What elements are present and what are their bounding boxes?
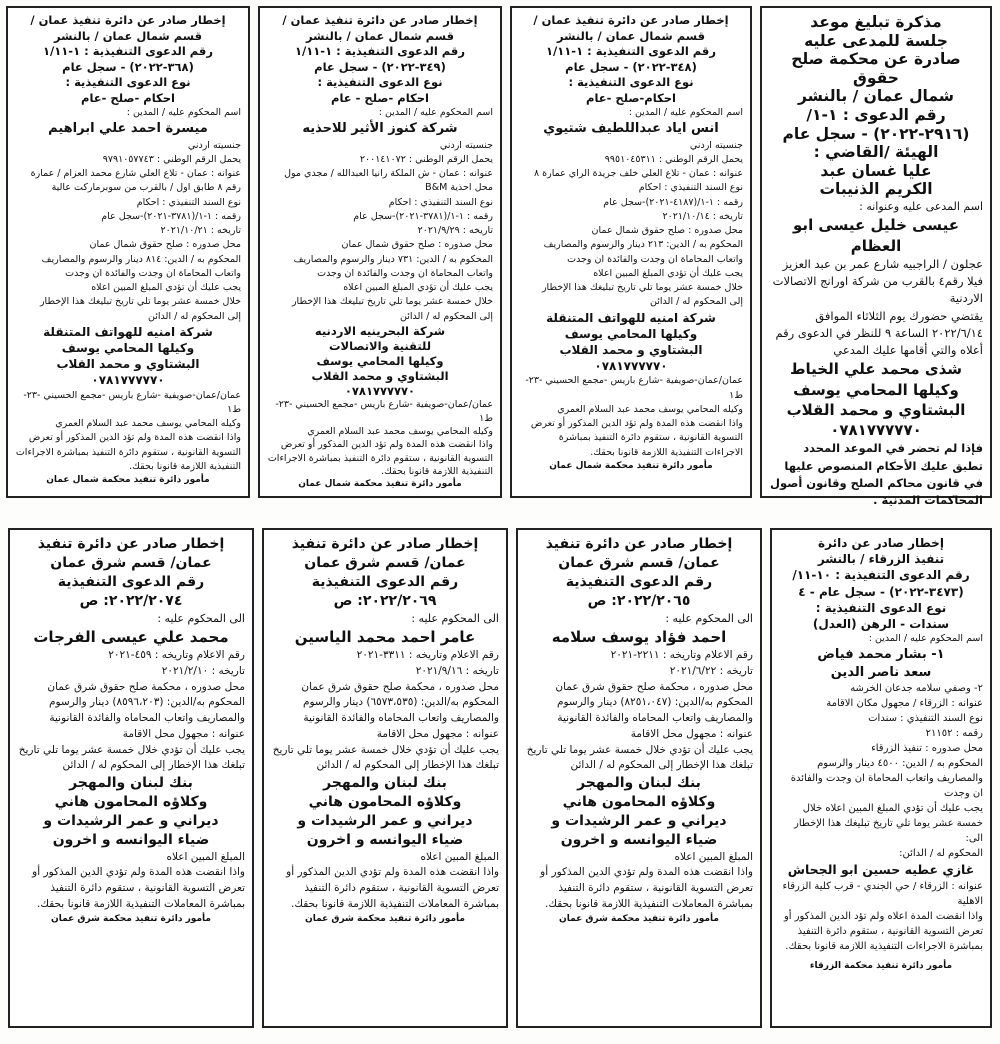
title-line: عمان/ قسم شرق عمان (304, 554, 466, 571)
detail-line: المحكوم به / الدين: ٨١٤ دينار والرسوم والمصاريف واتعاب المحاماة ان وجدت والفائدة ان وجدت (41, 253, 241, 279)
detail-line: إلى المحكوم له / الدائن (400, 310, 493, 322)
creditor-name: شركة امنيه للهواتف المتنقلة (43, 324, 213, 339)
case-number: رقم الدعوى التنفيذية : ١٠-١١/ (792, 568, 970, 583)
detail-line: إلى المحكوم له / الدائن (650, 296, 743, 308)
notice-closing: فإذا لم تحضر في الموعد المحدد تطبق عليك الأحكام المنصوص عليها في قانون محاكم الصلح وقانون أصول المحاكمات المدنية . (770, 441, 983, 508)
defendant-label: اسم المدعى عليه وعنوانه : (859, 199, 983, 213)
warning-text: واذا انقضت هذه المدة ولم تؤدي الدين المذكور أو تعرض التسوية القانونية ، ستقوم دائرة التنفيذ بمباشرة المعاملات التنفيذية اللازمة قانونا بحقك. (286, 866, 499, 910)
detail-line: ٢- وصفي سلامه جدعان الخرشه (850, 683, 983, 695)
detail-line: عنوانه : عمان - تلاع العلي شارع محمد العزام / عمارة رقم ٨ طابق اول / بالقرب من سوبرماركت عالية (30, 168, 241, 194)
detail-line: محل صدوره : تنفيذ الزرقاء (871, 743, 983, 755)
case-type-label: نوع الدعوى التنفيذية : (815, 600, 947, 615)
detail-line: المحكوم به/الدين: (٨٥٩٦،٢٠٣) دينار والرسوم والمصاريف واتعاب المحاماه والفائدة القانونية (48, 696, 245, 725)
creditor-lawyers: وكلاؤه المحامون هاني (308, 793, 462, 810)
creditor-agent: وكيله المحامي يوسف محمد عبد السلام العمري (307, 426, 493, 438)
hearing-details: يقتضي حضورك يوم الثلاثاء الموافق ٢٠٢٢/٦/١٤ الساعة ٩ للنظر في الدعوى رقم أعلاه والتي أقامها عليك المدعي (775, 308, 983, 358)
notice-extra (15, 389, 241, 475)
creditor-lawyers: ضياء اليوانسه و اخرون (306, 831, 464, 848)
title-line: إخطار صادر عن دائرة تنفيذ (37, 536, 225, 552)
detail-line: محل صدوره ، محكمة صلح حقوق شرق عمان (47, 680, 245, 693)
title-line: قسم شمال عمان / بالنشر (306, 28, 454, 43)
detail-line: يجب عليك أن تؤدي خلال خمسة عشر يوما تلي تاريخ تبلغك هذا الإخطار إلى المحكوم له / الدائن (272, 743, 499, 772)
phone-number: ٠٧٨١٧٧٧٧٧٠ (830, 421, 922, 440)
detail-line: تاريخه : ٢٠٢١/٢/١٠ (161, 664, 245, 677)
title-line: إخطار صادر عن دائرة تنفيذ (545, 536, 733, 552)
detail-line: يحمل الرقم الوطني : ٢٠٠١٤١٠٧٢ (359, 153, 493, 165)
case-number: رقم الدعوى التنفيذية : ١-١/١١ (295, 44, 465, 59)
creditor-lawyer: البشتاوي و محمد القلاب (559, 342, 703, 357)
creditor-name: بنك لبنان والمهجر (69, 775, 193, 792)
title-line: تنفيذ الزرقاء / بالنشر (817, 552, 945, 567)
notice-details (779, 681, 983, 861)
detail-line: تاريخه : ٢٠٢١/٩/١٦ (415, 664, 499, 677)
detail-line: محل صدوره ، محكمة صلح حقوق شرق عمان (555, 680, 753, 693)
title-line: قسم شمال عمان / بالنشر (54, 28, 202, 43)
warning-text: واذا انقضت هذه المدة ولم تؤد الدين المذكور أو تعرض التسوية القانونية ، ستقوم دائرة التنفيذ بمباشرة الاجراءات التنفيذية اللازمة قانونا بحقك. (267, 439, 493, 477)
debtor-label: الى المحكوم عليه : (411, 611, 499, 625)
detail-line: المحكوم به/الدين: (٨٢٥١،٠٤٧) دينار والرسوم والمصاريف واتعاب المحاماه والفائدة القانونية (556, 696, 753, 725)
notice-extra (267, 398, 493, 478)
notice-details (15, 139, 241, 324)
creditor-lawyer: وكيلها المحامي يوسف (61, 340, 195, 355)
title-line: صادرة عن محكمة صلح حقوق (791, 50, 961, 87)
creditor-name: شركة البحرينيه الاردنيه (314, 323, 446, 338)
creditor-lawyers: ضياء اليوانسه و اخرون (560, 831, 718, 848)
detail-line: عنوانه : مجهول محل الاقامة (376, 727, 499, 740)
notice-extra (17, 850, 245, 913)
detail-line: عنوانه : عمان - ش الملكة رانيا العبدالله / مجدي مول محل احذية B&M (284, 168, 493, 194)
detail-line: محل صدوره : صلح حقوق شمال عمان (591, 225, 743, 237)
creditor-lawyer: البشتاوي و محمد القلاب (311, 368, 449, 383)
phone-number: ٠٧٨١٧٧٧٧٧٠ (91, 373, 165, 388)
notice-north-amman-368 (6, 6, 250, 498)
notice-signature: مأمور دائرة تنفيذ محكمة شرق عمان (305, 913, 465, 924)
detail-line: يجب عليك أن تؤدي المبلغ المبين اعلاه خلال خمسة عشر يوما تلي تاريخ تبليغك هذا الإخطار الى: (793, 803, 983, 845)
detail-line: المحكوم به / الدين: ٤٥٠٠ دينار والرسوم والمصاريف واتعاب المحاماة ان وجدت والفائدة ان وجدت (790, 758, 983, 800)
debtor-name: سعد ناصر الدين (830, 664, 932, 680)
case-type-label: نوع الدعوى التنفيذية : (568, 75, 694, 90)
detail-line: رقم الاعلام وتاريخه : ٢٢١١-٢٠٢١ (610, 649, 753, 662)
title-line: مذكرة تبليغ موعد (810, 13, 942, 31)
detail-line: خلال خمسة عشر يوما تلي تاريخ تبليغك هذا الإخطار (541, 282, 743, 294)
case-number-label: رقم الدعوى التنفيذية (565, 573, 713, 590)
notice-east-amman-2069 (262, 528, 508, 1028)
amount-note: المبلغ المبين اعلاه (674, 850, 753, 863)
notice-summons-north-amman (760, 6, 992, 508)
case-number: (٣٤٨-٢٠٢٢) - سجل عام (565, 59, 697, 74)
title-line: جلسة للمدعى عليه (804, 31, 948, 50)
creditor-lawyers: ديراني و عمر الرشيدات و (551, 812, 727, 829)
detail-line: يجب عليك أن تؤدي المبلغ المبين اعلاه (91, 282, 241, 294)
case-number: رقم الدعوى التنفيذية : ١-١/١١ (43, 44, 213, 59)
judge-label: الهيئة /القاضي : (813, 143, 939, 162)
creditor-lawyers: وكلاؤه المحامون هاني (54, 793, 208, 810)
amount-note: المبلغ المبين اعلاه (166, 850, 245, 863)
notice-signature: مأمور دائرة تنفيذ محكمة شمال عمان (549, 460, 713, 471)
notice-details (17, 648, 245, 774)
detail-line: المحكوم به / الدين: ٢١٣ دينار والرسوم والمصاريف واتعاب المحاماة ان وجدت والفائدة ان وجدت (543, 239, 743, 265)
notice-title (271, 535, 499, 611)
creditor-address: عمان/عمان-صويفية -شارع باريس -مجمع الحسيني -٢٣-ط١ (525, 375, 743, 401)
detail-line: خلال خمسة عشر يوما تلي تاريخ تبليغك هذا الإخطار (39, 296, 241, 308)
notice-details (267, 139, 493, 324)
debtor-name: ميسرة احمد علي ابراهيم (48, 121, 208, 137)
detail-line: نوع السند التنفيذي : احكام (638, 182, 743, 194)
title-line: إخطار صادر عن دائرة (818, 536, 944, 550)
creditor-agent: وكيله المحامي يوسف محمد عبد السلام العمري (55, 418, 241, 430)
notice-signature: مأمور دائرة تنفيذ محكمة الزرقاء (809, 960, 953, 971)
creditor-lawyers: ديراني و عمر الرشيدات و (297, 812, 473, 829)
creditor-name: بنك لبنان والمهجر (323, 775, 447, 792)
warning-text: واذا انقضت هذه المدة ولم تؤدي الدين المذكور أو تعرض التسوية القانونية ، ستقوم دائرة التنفيذ بمباشرة المعاملات التنفيذية اللازمة قانونا بحقك. (32, 866, 245, 910)
debtor-name: احمد فؤاد يوسف سلامه (551, 628, 727, 647)
plaintiff-name: شذى محمد علي الخياط (789, 360, 963, 379)
creditor-lawyers: ديراني و عمر الرشيدات و (43, 812, 219, 829)
creditor-block (519, 310, 743, 375)
case-type: احكام-صلح -عام (586, 90, 676, 105)
detail-line: تاريخه : ٢٠٢١/٩/٢٩ (417, 225, 493, 237)
notice-north-amman-348 (510, 6, 752, 498)
creditor-lawyer: وكيلها المحامي يوسف (316, 353, 444, 368)
plaintiff-lawyer: وكيلها المحامي يوسف (793, 380, 959, 399)
notice-details (525, 648, 753, 774)
creditor-lawyer: البشتاوي و محمد القلاب (56, 357, 200, 372)
case-type: احكام -صلح -عام (81, 90, 175, 105)
case-number: ٢٠٢٢/٢٠٦٥: ص (587, 592, 691, 609)
detail-line: خلال خمسة عشر يوما تلي تاريخ تبليغك هذا الإخطار (291, 296, 493, 308)
detail-line: رقمه : ١-١/(٣٧٨١-٢٠٢١)-سجل عام (353, 210, 493, 222)
title-line: شمال عمان / بالنشر (798, 87, 954, 106)
detail-line: نوع السند التنفيذي : احكام (388, 196, 493, 208)
creditor-block (271, 774, 499, 850)
debtor-name: عامر احمد محمد الياسين (294, 628, 476, 647)
creditor-address: عنوانه : الزرقاء / حي الجندي - قرب كلية الزرقاء الاهلية (782, 880, 983, 907)
title-line: عمان/ قسم شرق عمان (50, 554, 212, 571)
notice-extra (779, 879, 983, 954)
debtor-label: اسم المحكوم عليه / المدين : (126, 107, 241, 119)
detail-line: إلى المحكوم له / الدائن (148, 310, 241, 322)
creditor-block (15, 324, 241, 389)
notice-details (271, 648, 499, 774)
case-number: ٢٠٢٢/٢٠٦٩: ص (333, 592, 437, 609)
detail-line: يجب عليك أن تؤدي خلال خمسة عشر يوما تلي تاريخ تبلغك هذا الإخطار إلى المحكوم له / الدائن (526, 743, 753, 772)
notice-title (15, 13, 241, 106)
creditor-block (525, 774, 753, 850)
detail-line: رقمه : ١-١/(٤١٨٧-٢٠٢١)-سجل عام (603, 196, 743, 208)
creditor-name: بنك لبنان والمهجر (577, 775, 701, 792)
case-number: رقم الدعوى التنفيذية : ١-١/١١ (546, 44, 716, 59)
creditor-block (17, 774, 245, 850)
amount-note: المبلغ المبين اعلاه (420, 850, 499, 863)
notice-extra (525, 850, 753, 913)
case-type-label: نوع الدعوى التنفيذية : (65, 75, 191, 90)
title-line: إخطار صادر عن دائرة تنفيذ عمان / (282, 13, 478, 27)
detail-line: يجب عليك أن تؤدي المبلغ المبين اعلاه (343, 282, 493, 294)
title-line: قسم شمال عمان / بالنشر (557, 28, 705, 43)
detail-line: نوع السند التنفيذي : سندات (868, 713, 983, 725)
detail-line: المحكوم له / الدائن: (899, 848, 983, 860)
notice-details (519, 139, 743, 310)
case-number: (٣٦٨-٢٠٢٢) - سجل عام (62, 59, 194, 74)
detail-line: جنسيته اردني (689, 139, 743, 151)
detail-line: عنوانه : عمان - تلاع العلي خلف جريدة الراي عمارة ٨ (534, 168, 743, 180)
detail-line: عنوانه : مجهول محل الاقامة (630, 727, 753, 740)
notice-title (769, 13, 983, 199)
detail-line: محل صدوره : صلح حقوق شمال عمان (89, 239, 241, 251)
case-type-label: نوع الدعوى التنفيذية : (317, 75, 443, 90)
title-line: إخطار صادر عن دائرة تنفيذ (291, 536, 479, 552)
detail-line: عنوانه : مجهول محل الاقامة (122, 727, 245, 740)
detail-line: نوع السند التنفيذي : احكام (136, 196, 241, 208)
detail-line: رقم الاعلام وتاريخه : ٤٥٩-٢٠٢١ (108, 649, 245, 662)
creditor-lawyer: وكيلها المحامي يوسف (564, 326, 698, 341)
debtor-label: اسم المحكوم عليه / المدين : (378, 107, 493, 119)
warning-text: واذا انقضت هذه المدة ولم تؤد الدين المذكور أو تعرض التسوية القانونية ، ستقوم دائرة التنفيذ بمباشرة الاجراءات التنفيذية اللازمة قانونا بحقك. (15, 432, 241, 472)
notice-signature: مأمور دائرة تنفيذ محكمة شرق عمان (51, 913, 211, 924)
detail-line: جنسيته اردني (439, 139, 493, 151)
detail-line: جنسيته اردني (187, 139, 241, 151)
notice-zarqa (770, 528, 992, 1028)
notice-signature: مأمور دائرة تنفيذ محكمة شمال عمان (46, 475, 210, 486)
creditor-address: عمان/عمان-صويفية -شارع باريس -مجمع الحسيني -٢٣-ط١ (275, 399, 493, 424)
case-number: (٣٤٩-٢٠٢٢) - سجل عام (314, 59, 446, 74)
case-number: ٢٠٢٢/٢٠٧٤: ص (79, 592, 183, 609)
notice-title (525, 535, 753, 611)
creditor-lawyers: ضياء اليوانسه و اخرون (52, 831, 210, 848)
plaintiff-lawyer: البشتاوي و محمد القلاب (786, 400, 966, 419)
debtor-name: انس اياد عبداللطيف شتيوي (543, 121, 719, 137)
case-number: (٢٩١٦-٢٠٢٢) - سجل عام (782, 124, 970, 143)
creditor-name: شركة امنيه للهواتف المتنقلة (546, 310, 716, 325)
case-number-label: رقم الدعوى التنفيذية (311, 573, 459, 590)
warning-text: واذا انقضت هذه المدة ولم تؤدي الدين المذكور أو تعرض التسوية القانونية ، ستقوم دائرة التنفيذ بمباشرة المعاملات التنفيذية اللازمة قانونا بحقك. (540, 866, 753, 910)
creditor-agent: وكيله المحامي يوسف محمد عبد السلام العمري (557, 403, 743, 415)
notice-title (17, 535, 245, 611)
phone-number: ٠٧٨١٧٧٧٧٧٠ (594, 359, 668, 374)
debtor-name: ١- بشار محمد فياض (817, 647, 945, 663)
debtor-name: محمد علي عيسى الفرجات (33, 628, 229, 647)
notice-title (519, 13, 743, 106)
case-number: (٣٤٧٣-٢٠٢٢) - سجل عام - ٤ (798, 584, 964, 599)
defendant-name: عيسى خليل عيسى ابو العظام (793, 216, 959, 255)
phone-number: ٠٧٨١٧٧٧٧٧٠ (344, 383, 416, 398)
detail-line: يجب عليك أن تؤدي خلال خمسة عشر يوما تلي تاريخ تبلغك هذا الإخطار إلى المحكوم له / الدائن (18, 743, 245, 772)
warning-text: واذا انقضت هذه المدة ولم تؤد الدين المذكور أو تعرض التسوية القانونية ، ستقوم دائرة التنفيذ بمباشرة الاجراءات التنفيذية اللازمة قانونا بحقك. (530, 418, 743, 458)
case-type: احكام -صلح - عام (331, 90, 429, 105)
title-line: إخطار صادر عن دائرة تنفيذ عمان / (533, 13, 729, 27)
creditor-name: للتقنية والاتصالات (328, 338, 432, 353)
notice-signature: مأمور دائرة تنفيذ محكمة شرق عمان (559, 913, 719, 924)
creditor-name: غازي عطيه حسين ابو الجحاش (787, 862, 975, 878)
notice-extra (271, 850, 499, 913)
notice-extra (519, 374, 743, 460)
detail-line: المحكوم به/الدين: (٦٥٧٣،٥٣٥) دينار والرسوم والمصاريف واتعاب المحاماه والفائدة القانونية (302, 696, 499, 725)
detail-line: رقمه : ١-١/(٣٧٨١-٢٠٢١)-سجل عام (101, 210, 241, 222)
judge-name: الكريم الذنيبات (819, 180, 933, 199)
case-number-label: رقم الدعوى : ١-١/ (806, 105, 946, 124)
notice-north-amman-349 (258, 6, 502, 498)
debtor-label: الى المحكوم عليه : (665, 611, 753, 625)
debtor-label: اسم المحكوم عليه / المدين : (628, 107, 743, 119)
detail-line: محل صدوره ، محكمة صلح حقوق شرق عمان (301, 680, 499, 693)
debtor-label: اسم المحكوم عليه / المدين : (868, 633, 983, 645)
warning-text: واذا انقضت المدة اعلاه ولم تؤد الدين المذكور أو تعرض التسوية القانونية ، ستقوم دائرة التنفيذ بمباشرة الاجراءات التنفيذية اللازمة قانونا بحقك. (783, 910, 983, 952)
detail-line: تاريخه : ٢٠٢١/٦/٢٢ (669, 664, 753, 677)
debtor-label: الى المحكوم عليه : (157, 611, 245, 625)
detail-line: رقمه : ٢١١٥٢ (925, 728, 983, 740)
notice-title (267, 13, 493, 106)
case-type: سندات - الرهن (العدل) (812, 616, 950, 631)
detail-line: تاريخه : ٢٠٢١/١٠/٢١ (160, 225, 241, 237)
creditor-address: عمان/عمان-صويفية -شارع باريس -مجمع الحسيني -٢٣-ط١ (23, 389, 241, 415)
creditor-lawyers: وكلاؤه المحامون هاني (562, 793, 716, 810)
judge-name: عليا غسان عبد (820, 161, 932, 180)
detail-line: يحمل الرقم الوطني : ٩٧٩١٠٥٧٧٤٣ (102, 153, 241, 165)
detail-line: يجب عليك أن تؤدي المبلغ المبين اعلاه (593, 267, 743, 279)
case-number-label: رقم الدعوى التنفيذية (57, 573, 205, 590)
detail-line: تاريخه : ٢٠٢١/١٠/١٤ (662, 210, 743, 222)
debtor-name: شركة كنوز الأثير للاحذيه (302, 121, 458, 137)
detail-line: يحمل الرقم الوطني : ٩٩٥١٠٤٥٣١١ (604, 153, 743, 165)
notice-east-amman-2074 (8, 528, 254, 1028)
notice-signature: مأمور دائرة تنفيذ محكمة شمال عمان (298, 479, 462, 490)
detail-line: عنوانه : الزرقاء / مجهول مكان الاقامة (826, 698, 983, 710)
creditor-block (267, 324, 493, 399)
detail-line: المحكوم به / الدين: ٧٣١ دينار والرسوم والمصاريف واتعاب المحاماة ان وجدت والفائدة ان وجدت (293, 253, 493, 279)
notice-east-amman-2065 (516, 528, 762, 1028)
detail-line: رقم الاعلام وتاريخه : ٣٣١١-٢٠٢١ (356, 649, 499, 662)
title-line: عمان/ قسم شرق عمان (558, 554, 720, 571)
notice-title (779, 535, 983, 632)
defendant-address: عجلون / الراجبيه شارع عمر بن عبد العزيز فيلا رقم٤ بالقرب من شركة اورانج الاتصالات الاردنية (772, 256, 983, 306)
detail-line: محل صدوره : صلح حقوق شمال عمان (341, 239, 493, 251)
title-line: إخطار صادر عن دائرة تنفيذ عمان / (30, 13, 226, 27)
